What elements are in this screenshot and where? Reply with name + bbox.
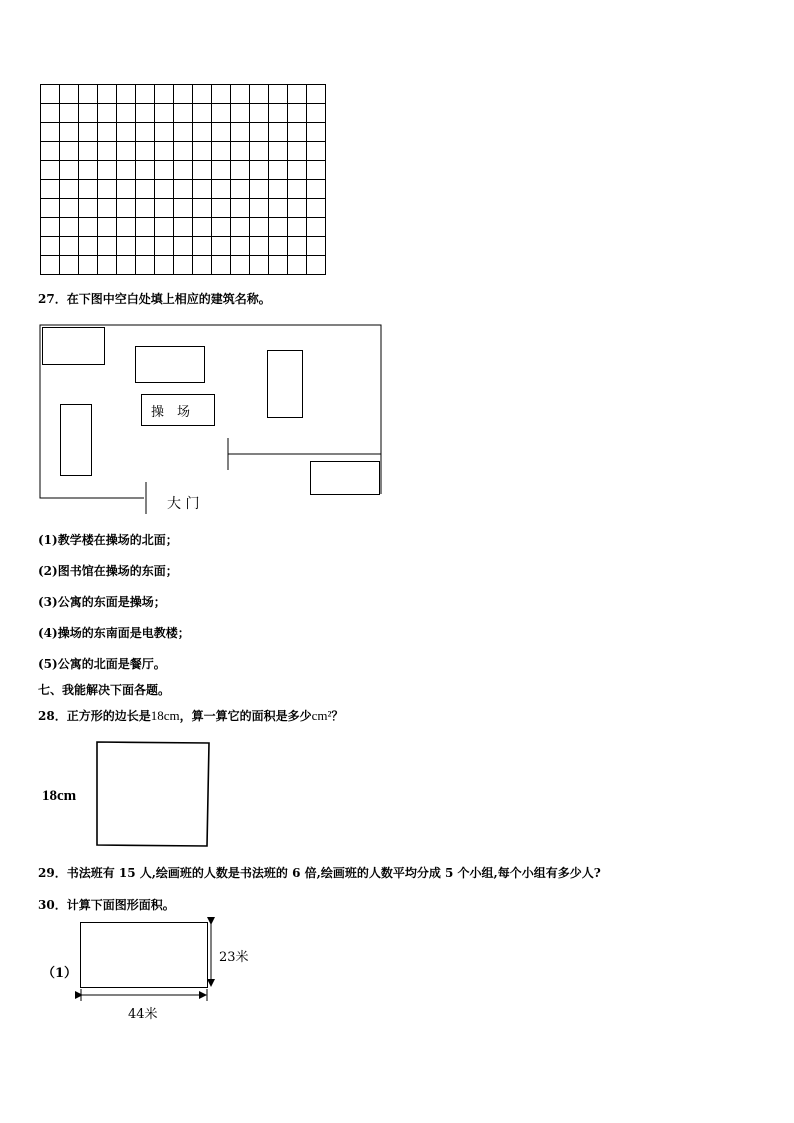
grid-cell bbox=[117, 218, 136, 237]
grid-cell bbox=[212, 142, 231, 161]
grid-cell bbox=[117, 237, 136, 256]
grid-cell bbox=[98, 142, 117, 161]
q30-title: 30．计算下面图形面积。 bbox=[38, 898, 175, 912]
grid-cell bbox=[79, 256, 98, 275]
grid-cell bbox=[174, 123, 193, 142]
grid-cell bbox=[307, 142, 326, 161]
grid-cell bbox=[307, 104, 326, 123]
grid-cell bbox=[60, 142, 79, 161]
grid-cell bbox=[231, 104, 250, 123]
rectangle-shape bbox=[80, 922, 208, 988]
grid-cell bbox=[60, 123, 79, 142]
grid-cell bbox=[288, 123, 307, 142]
grid-cell bbox=[269, 161, 288, 180]
section-7-title: 七、我能解决下面各题。 bbox=[38, 683, 171, 697]
grid-cell bbox=[193, 104, 212, 123]
grid-row bbox=[41, 123, 326, 142]
grid-cell bbox=[307, 123, 326, 142]
grid-cell bbox=[174, 180, 193, 199]
q27-title: 27．在下图中空白处填上相应的建筑名称。 bbox=[38, 292, 271, 306]
grid-cell bbox=[98, 161, 117, 180]
condition-3: (3)公寓的东面是操场； bbox=[38, 595, 166, 609]
grid-cell bbox=[231, 199, 250, 218]
grid-cell bbox=[250, 256, 269, 275]
grid-cell bbox=[41, 199, 60, 218]
grid-cell bbox=[174, 161, 193, 180]
grid-cell bbox=[174, 237, 193, 256]
grid-cell bbox=[269, 256, 288, 275]
grid-cell bbox=[155, 218, 174, 237]
grid-cell bbox=[288, 180, 307, 199]
grid-row bbox=[41, 199, 326, 218]
condition-5: (5)公寓的北面是餐厅。 bbox=[38, 657, 166, 671]
grid-cell bbox=[193, 256, 212, 275]
grid-cell bbox=[155, 85, 174, 104]
grid-cell bbox=[269, 199, 288, 218]
grid-cell bbox=[98, 237, 117, 256]
grid-cell bbox=[60, 218, 79, 237]
grid-cell bbox=[155, 256, 174, 275]
grid-cell bbox=[98, 180, 117, 199]
grid-cell bbox=[288, 85, 307, 104]
grid-cell bbox=[250, 104, 269, 123]
grid-cell bbox=[174, 256, 193, 275]
grid-cell bbox=[136, 237, 155, 256]
gate-label: 大 门 bbox=[167, 496, 200, 512]
grid-cell bbox=[269, 123, 288, 142]
grid-cell bbox=[250, 123, 269, 142]
grid-cell bbox=[60, 237, 79, 256]
grid-cell bbox=[41, 85, 60, 104]
square-grid bbox=[40, 84, 326, 275]
q28-title-pre: 28．正方形的边长是 bbox=[38, 709, 151, 723]
grid-cell bbox=[98, 256, 117, 275]
grid-cell bbox=[41, 237, 60, 256]
grid-cell bbox=[307, 180, 326, 199]
grid-cell bbox=[288, 237, 307, 256]
grid-cell bbox=[41, 180, 60, 199]
grid-cell bbox=[288, 218, 307, 237]
grid-row bbox=[41, 104, 326, 123]
grid-cell bbox=[174, 218, 193, 237]
grid-cell bbox=[79, 104, 98, 123]
grid-cell bbox=[269, 85, 288, 104]
condition-4: (4)操场的东南面是电教楼； bbox=[38, 626, 190, 640]
grid-cell bbox=[231, 142, 250, 161]
grid-cell bbox=[155, 104, 174, 123]
grid-cell bbox=[41, 142, 60, 161]
grid-cell bbox=[136, 218, 155, 237]
grid-cell bbox=[79, 218, 98, 237]
grid-row bbox=[41, 161, 326, 180]
grid-cell bbox=[117, 161, 136, 180]
grid-cell bbox=[60, 85, 79, 104]
grid-cell bbox=[98, 123, 117, 142]
grid-row bbox=[41, 180, 326, 199]
grid-cell bbox=[60, 256, 79, 275]
building-blank-east[interactable] bbox=[267, 350, 303, 418]
grid-cell bbox=[79, 180, 98, 199]
grid-cell bbox=[155, 161, 174, 180]
grid-cell bbox=[288, 161, 307, 180]
grid-cell bbox=[155, 142, 174, 161]
building-blank-northwest[interactable] bbox=[42, 327, 105, 365]
condition-1: (1)教学楼在操场的北面； bbox=[38, 533, 178, 547]
grid-cell bbox=[212, 237, 231, 256]
q28-side-value: 18cm bbox=[150, 708, 180, 723]
grid-cell bbox=[250, 218, 269, 237]
building-blank-north[interactable] bbox=[135, 346, 205, 383]
grid-cell bbox=[136, 142, 155, 161]
grid-cell bbox=[79, 237, 98, 256]
grid-cell bbox=[193, 85, 212, 104]
grid-cell bbox=[288, 104, 307, 123]
grid-cell bbox=[117, 180, 136, 199]
grid-cell bbox=[231, 237, 250, 256]
grid-cell bbox=[155, 123, 174, 142]
grid-cell bbox=[98, 199, 117, 218]
grid-cell bbox=[250, 180, 269, 199]
grid-row bbox=[41, 85, 326, 104]
grid-cell bbox=[174, 142, 193, 161]
grid-cell bbox=[250, 199, 269, 218]
grid-cell bbox=[307, 218, 326, 237]
grid-cell bbox=[174, 85, 193, 104]
playground-label: 操 场 bbox=[151, 405, 191, 420]
grid-cell bbox=[136, 104, 155, 123]
grid-cell bbox=[288, 256, 307, 275]
grid-cell bbox=[117, 123, 136, 142]
grid-cell bbox=[136, 199, 155, 218]
grid-cell bbox=[117, 199, 136, 218]
grid-cell bbox=[307, 85, 326, 104]
grid-cell bbox=[98, 104, 117, 123]
grid-cell bbox=[60, 161, 79, 180]
grid-cell bbox=[193, 199, 212, 218]
q29-title: 29．书法班有 15 人,绘画班的人数是书法班的 6 倍,绘画班的人数平均分成 5 个小组,每个小组有多少人? bbox=[38, 866, 601, 880]
grid-cell bbox=[193, 123, 212, 142]
grid-cell bbox=[307, 256, 326, 275]
q28-title bbox=[38, 707, 343, 724]
grid-row bbox=[41, 237, 326, 256]
grid-row bbox=[41, 218, 326, 237]
grid-cell bbox=[41, 161, 60, 180]
grid-cell bbox=[193, 237, 212, 256]
grid-cell bbox=[231, 218, 250, 237]
grid-cell bbox=[136, 161, 155, 180]
grid-cell bbox=[60, 180, 79, 199]
grid-cell bbox=[212, 256, 231, 275]
grid-cell bbox=[79, 199, 98, 218]
grid-row bbox=[41, 256, 326, 275]
grid-cell bbox=[269, 218, 288, 237]
rect-width-label: 44米 bbox=[128, 1007, 158, 1022]
grid-cell bbox=[212, 218, 231, 237]
grid-cell bbox=[41, 123, 60, 142]
grid-cell bbox=[212, 199, 231, 218]
grid-cell bbox=[231, 180, 250, 199]
grid-cell bbox=[98, 85, 117, 104]
grid-cell bbox=[117, 256, 136, 275]
grid-cell bbox=[174, 199, 193, 218]
grid-cell bbox=[212, 123, 231, 142]
grid-cell bbox=[98, 218, 117, 237]
grid-cell bbox=[231, 161, 250, 180]
grid-cell bbox=[231, 256, 250, 275]
rect-height-label: 23米 bbox=[219, 950, 249, 965]
grid-row bbox=[41, 142, 326, 161]
grid-cell bbox=[193, 180, 212, 199]
grid-cell bbox=[117, 104, 136, 123]
grid-cell bbox=[155, 180, 174, 199]
grid-cell bbox=[269, 237, 288, 256]
q30-part-label: （1） bbox=[42, 966, 78, 981]
grid-cell bbox=[136, 85, 155, 104]
grid-cell bbox=[269, 180, 288, 199]
grid-cell bbox=[212, 180, 231, 199]
grid-cell bbox=[60, 199, 79, 218]
grid-cell bbox=[193, 142, 212, 161]
grid-cell bbox=[41, 218, 60, 237]
condition-2: (2)图书馆在操场的东面； bbox=[38, 564, 178, 578]
grid-cell bbox=[136, 256, 155, 275]
grid-cell bbox=[250, 237, 269, 256]
building-blank-southeast[interactable] bbox=[310, 461, 380, 495]
grid-cell bbox=[155, 199, 174, 218]
grid-cell bbox=[250, 85, 269, 104]
grid-cell bbox=[79, 123, 98, 142]
grid-cell bbox=[288, 199, 307, 218]
grid-cell bbox=[212, 161, 231, 180]
grid-cell bbox=[250, 142, 269, 161]
grid-cell bbox=[79, 161, 98, 180]
grid-cell bbox=[269, 142, 288, 161]
grid-cell bbox=[117, 142, 136, 161]
grid-cell bbox=[307, 199, 326, 218]
grid-cell bbox=[307, 237, 326, 256]
grid-cell bbox=[136, 123, 155, 142]
grid-cell bbox=[193, 218, 212, 237]
q28-title-mid: ，算一算它的面积是多少 bbox=[179, 709, 312, 723]
grid-cell bbox=[79, 142, 98, 161]
grid-cell bbox=[250, 161, 269, 180]
square-shape bbox=[97, 742, 209, 846]
grid-cell bbox=[212, 85, 231, 104]
grid-cell bbox=[79, 85, 98, 104]
q28-unit: cm² bbox=[311, 708, 332, 723]
grid-cell bbox=[307, 161, 326, 180]
grid-cell bbox=[231, 123, 250, 142]
grid-cell bbox=[41, 104, 60, 123]
grid-cell bbox=[193, 161, 212, 180]
grid-cell bbox=[41, 256, 60, 275]
grid-cell bbox=[174, 104, 193, 123]
square-side-label: 18cm bbox=[42, 788, 77, 804]
grid-cell bbox=[136, 180, 155, 199]
grid-cell bbox=[117, 85, 136, 104]
grid-cell bbox=[155, 237, 174, 256]
building-blank-west[interactable] bbox=[60, 404, 92, 476]
playground-box bbox=[141, 394, 215, 426]
grid-cell bbox=[269, 104, 288, 123]
grid-cell bbox=[231, 85, 250, 104]
grid-cell bbox=[288, 142, 307, 161]
grid-cell bbox=[60, 104, 79, 123]
q28-title-end: ？ bbox=[331, 709, 344, 723]
grid-cell bbox=[212, 104, 231, 123]
